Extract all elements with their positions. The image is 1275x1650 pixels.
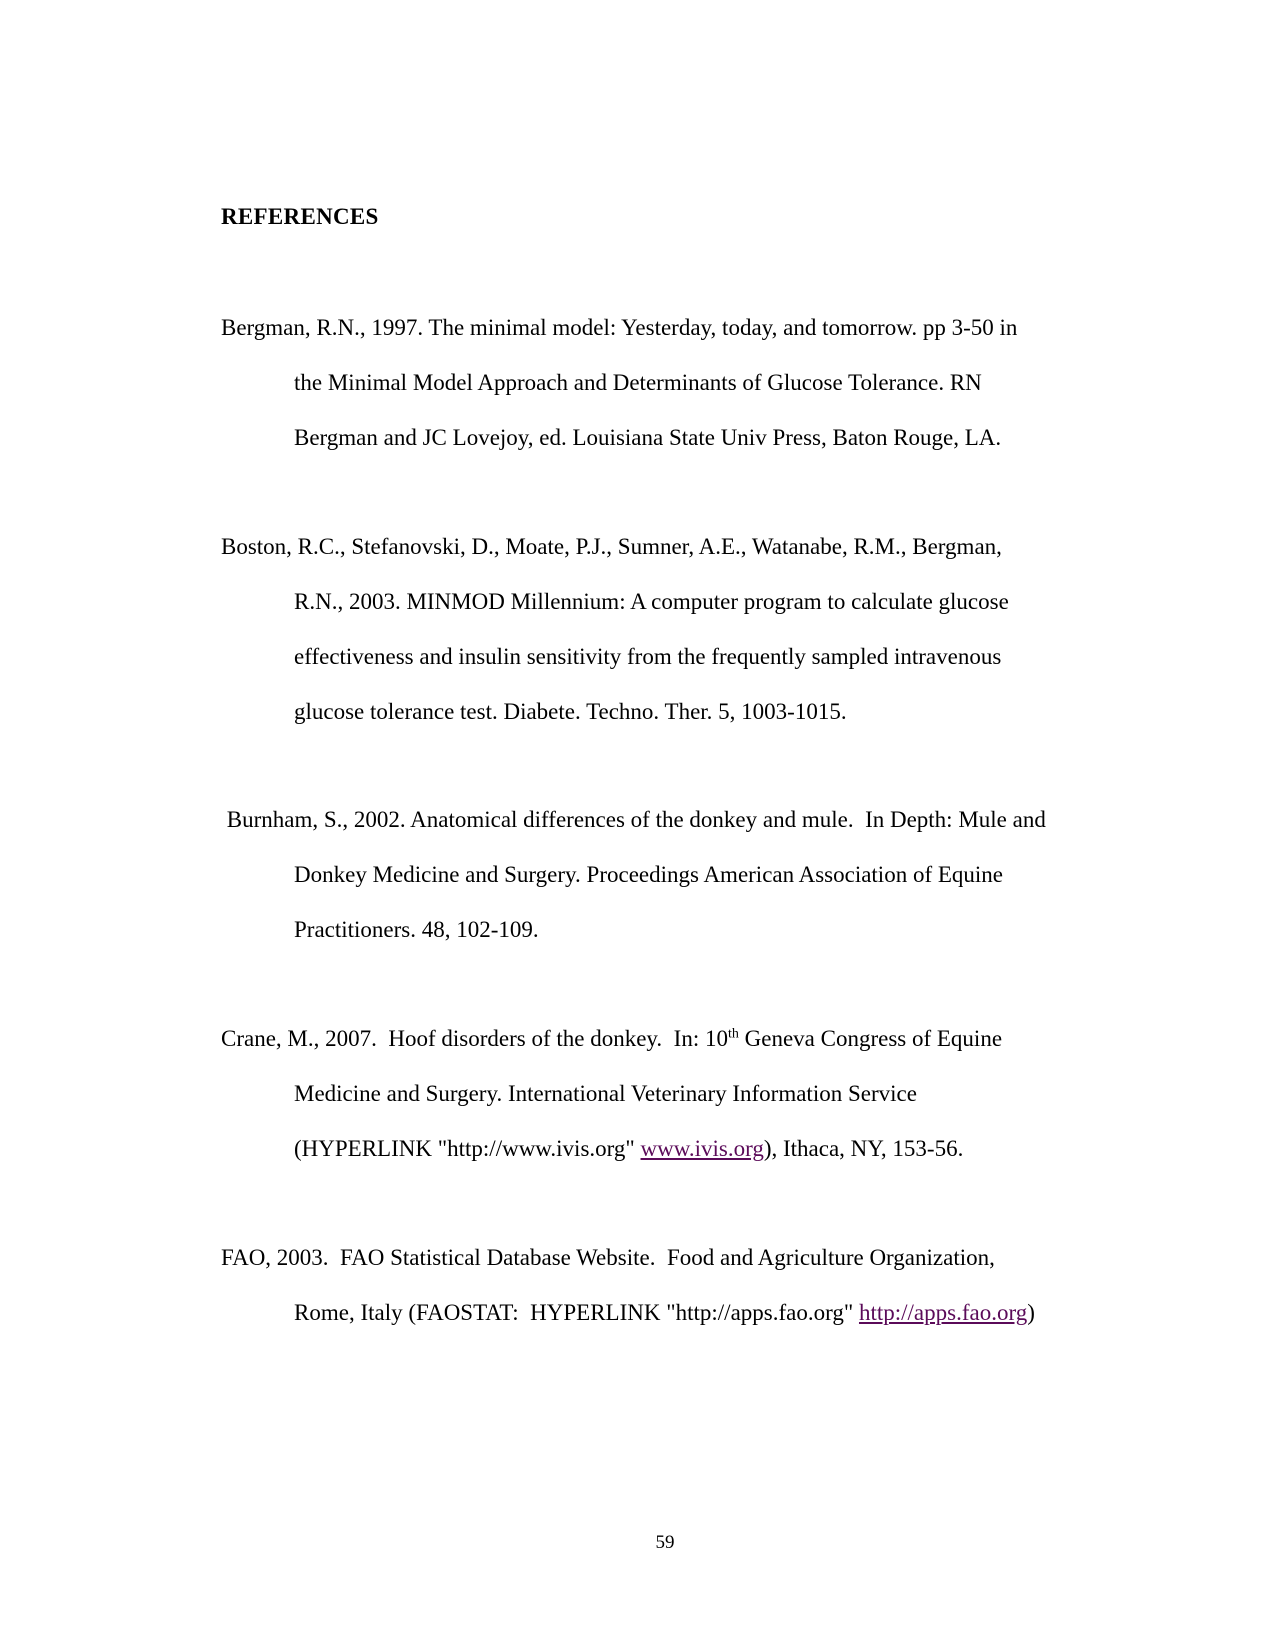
reference-line [294,1298,1035,1328]
reference-text: ), Ithaca, NY, 153-56. [763,1136,964,1161]
ivis-link[interactable]: www.ivis.org [640,1136,764,1161]
reference-text: (HYPERLINK "http://www.ivis.org" [294,1136,641,1161]
reference-line: effectiveness and insulin sensitivity from the frequently sampled intravenous [294,644,1002,669]
reference-line: Medicine and Surgery. International Veterinary Information Service [294,1081,917,1106]
reference-line: Boston, R.C., Stefanovski, D., Moate, P.J., Sumner, A.E., Watanabe, R.M., Bergman, [221,534,1002,559]
fao-link[interactable]: http://apps.fao.org [858,1300,1028,1325]
reference-line: Bergman and JC Lovejoy, ed. Louisiana State Univ Press, Baton Rouge, LA. [294,425,1002,450]
ordinal-superscript: th [727,1026,739,1042]
reference-line: Donkey Medicine and Surgery. Proceedings American Association of Equine [294,862,1004,887]
reference-line [294,1134,963,1164]
reference-line: FAO, 2003. FAO Statistical Database Website. Food and Agriculture Organization, [221,1245,995,1270]
reference-line: Practitioners. 48, 102-109. [294,917,539,942]
reference-line: the Minimal Model Approach and Determinants of Glucose Tolerance. RN [294,370,982,395]
reference-text: ) [1027,1300,1035,1325]
reference-line: R.N., 2003. MINMOD Millennium: A computer program to calculate glucose [294,589,1009,614]
reference-line [221,1024,1002,1054]
reference-text: Geneva Congress of Equine [738,1026,1003,1051]
reference-line: Bergman, R.N., 1997. The minimal model: Yesterday, today, and tomorrow. pp 3-50 in [221,315,1018,340]
references-heading: REFERENCES [221,204,379,229]
reference-text: Crane, M., 2007. Hoof disorders of the donkey. In: 10 [221,1026,728,1051]
reference-text: Rome, Italy (FAOSTAT: HYPERLINK "http://apps.fao.org" [294,1300,859,1325]
reference-line: glucose tolerance test. Diabete. Techno. Ther. 5, 1003-1015. [294,699,847,724]
page-number: 59 [655,1532,675,1553]
reference-line: Burnham, S., 2002. Anatomical differences of the donkey and mule. In Depth: Mule and [221,807,1046,832]
